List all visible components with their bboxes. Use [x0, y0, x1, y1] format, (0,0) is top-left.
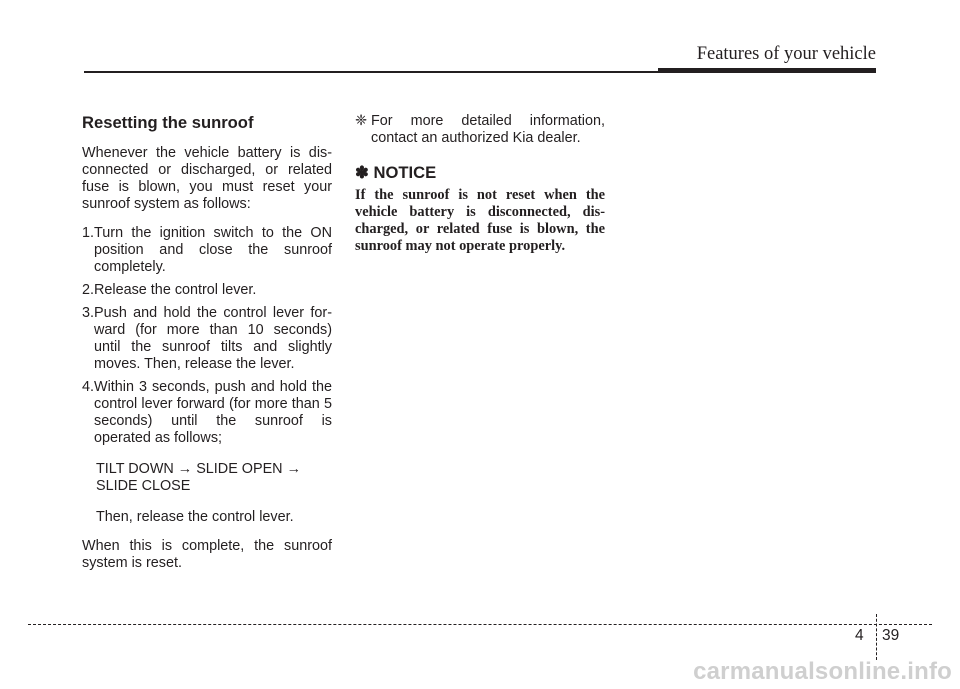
- header-rule: [84, 71, 660, 73]
- step-number: 2.: [82, 282, 95, 298]
- notice-body: If the sunroof is not reset when the vehicle battery is disconnected, dis-charged, or related fuse is blown, the sunroof may not operate properly.: [355, 187, 605, 254]
- note-mark-icon: ❈: [355, 113, 368, 129]
- step-number: 3.: [82, 305, 95, 321]
- running-header: Features of your vehicle: [696, 44, 876, 64]
- footer-rule: [28, 624, 932, 625]
- page-number-separator: [876, 614, 877, 660]
- step-text: Push and hold the control lever for-ward (for more than 10 seconds) until the sunroof tilts and slightly moves. Then, release the lever.: [94, 305, 332, 372]
- left-column: [82, 113, 332, 584]
- chapter-number: 4: [855, 627, 864, 644]
- intro-paragraph: Whenever the vehicle battery is dis-connected or discharged, or related fuse is blown, you must reset your sunroof system as follows:: [82, 145, 332, 212]
- right-column: [355, 113, 605, 255]
- step-text: Within 3 seconds, push and hold the control lever forward (for more than 5 seconds) until the sunroof is operated as follows;: [94, 379, 332, 446]
- header-rule-accent: [658, 68, 876, 73]
- dealer-note: [355, 113, 605, 147]
- step-3: [82, 305, 332, 373]
- step-number: 1.: [82, 225, 95, 241]
- notice-heading: ✽ NOTICE: [355, 163, 437, 182]
- step-4: [82, 379, 332, 447]
- step-text: Release the control lever.: [94, 282, 257, 298]
- watermark: carmanualsonline.info: [693, 658, 952, 685]
- conclusion-paragraph: When this is complete, the sunroof system is reset.: [82, 538, 332, 571]
- step-text: Turn the ignition switch to the ON position and close the sunroof completely.: [94, 225, 332, 275]
- page-number: 39: [882, 627, 900, 644]
- section-heading: Resetting the sunroof: [82, 113, 254, 132]
- release-instruction: Then, release the control lever.: [96, 509, 294, 525]
- step-1: [82, 225, 332, 276]
- step-2: [82, 282, 332, 299]
- step-number: 4.: [82, 379, 95, 395]
- note-text: For more detailed information, contact an authorized Kia dealer.: [371, 113, 605, 146]
- operation-sequence: TILT DOWN → SLIDE OPEN → SLIDE CLOSE: [96, 461, 301, 494]
